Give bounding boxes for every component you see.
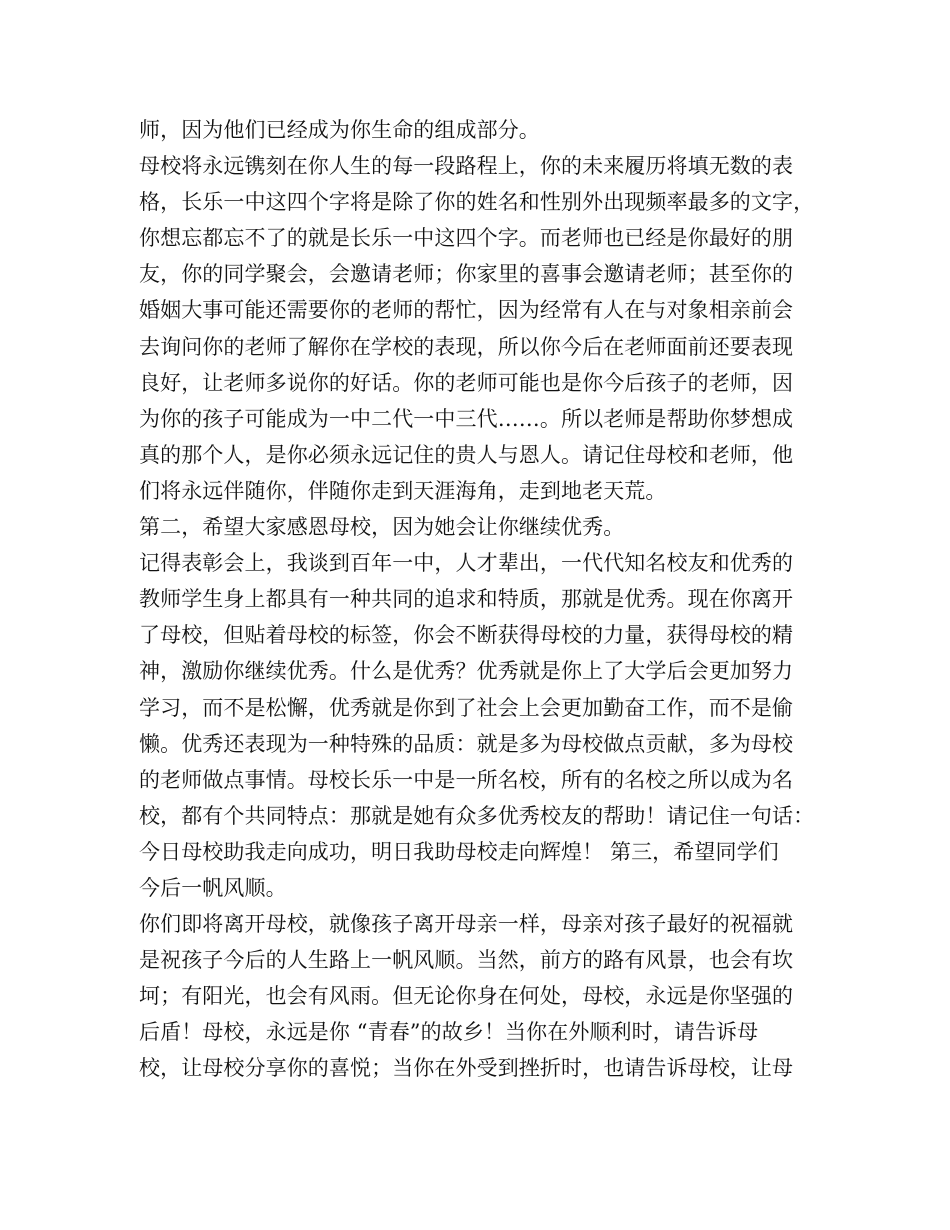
text-line: 你们即将离开母校，就像孩子离开母亲一样，母亲对孩子最好的祝福就 (139, 912, 794, 937)
text-line: 婚姻大事可能还需要你的老师的帮忙，因为经常有人在与对象相亲前会 (139, 298, 794, 323)
document-body (139, 112, 829, 1087)
text-line: 格，长乐一中这四个字将是除了你的姓名和性别外出现频率最多的文字， (139, 190, 815, 215)
text-line: 是祝孩子今后的人生路上一帆风顺。当然，前方的路有风景，也会有坎 (139, 948, 794, 973)
text-line: 师，因为他们已经成为你生命的组成部分。 (139, 118, 540, 142)
text-line: 的老师做点事情。母校长乐一中是一所名校，所有的名校之所以成为名 (139, 767, 794, 792)
text-line: 懒。优秀还表现为一种特殊的品质：就是多为母校做点贡献，多为母校 (139, 731, 794, 756)
text-line: 坷；有阳光，也会有风雨。但无论你身在何处，母校，永远是你坚强的 (139, 984, 794, 1009)
text-line: 去询问你的老师了解你在学校的表现，所以你今后在老师面前还要表现 (139, 334, 794, 359)
text-line: 良好，让老师多说你的好话。你的老师可能也是你今后孩子的老师，因 (139, 370, 794, 395)
section-heading-line: 第二，希望大家感恩母校，因为她会让你继续优秀。 (139, 515, 625, 540)
text-line: 今后一帆风顺。 (139, 875, 287, 900)
text-line: 校，都有个共同特点：那就是她有众多优秀校友的帮助！请记住一句话： (139, 803, 815, 828)
text-line: 今日母校助我走向成功，明日我助母校走向辉煌！ 第三，希望同学们 (139, 839, 779, 864)
text-line: 记得表彰会上，我谈到百年一中，人才辈出，一代代知名校友和优秀的 (139, 551, 794, 576)
text-line: 你想忘都忘不了的就是长乐一中这四个字。而老师也已经是你最好的朋 (139, 226, 794, 251)
text-line: 为你的孩子可能成为一中二代一中三代……。所以老师是帮助你梦想成 (139, 406, 794, 431)
text-line: 神，激励你继续优秀。什么是优秀？优秀就是你上了大学后会更加努力 (139, 659, 794, 684)
text-line: 了母校，但贴着母校的标签，你会不断获得母校的力量，获得母校的精 (139, 623, 794, 648)
text-line: 教师学生身上都具有一种共同的追求和特质，那就是优秀。现在你离开 (139, 587, 794, 612)
text-line: 友，你的同学聚会，会邀请老师；你家里的喜事会邀请老师；甚至你的 (139, 262, 794, 287)
text-line: 真的那个人，是你必须永远记住的贵人与恩人。请记住母校和老师，他 (139, 442, 794, 467)
text-line: 后盾！母校，永远是你 “青春”的故乡！当你在外顺利时，请告诉母 (139, 1020, 759, 1045)
text-line: 们将永远伴随你，伴随你走到天涯海角，走到地老天荒。 (139, 478, 667, 503)
text-line: 校，让母校分享你的喜悦；当你在外受到挫折时，也请告诉母校，让母 (139, 1056, 794, 1081)
text-line: 母校将永远镌刻在你人生的每一段路程上，你的未来履历将填无数的表 (139, 154, 794, 179)
text-line: 学习，而不是松懈，优秀就是你到了社会上会更加勤奋工作，而不是偷 (139, 695, 794, 720)
